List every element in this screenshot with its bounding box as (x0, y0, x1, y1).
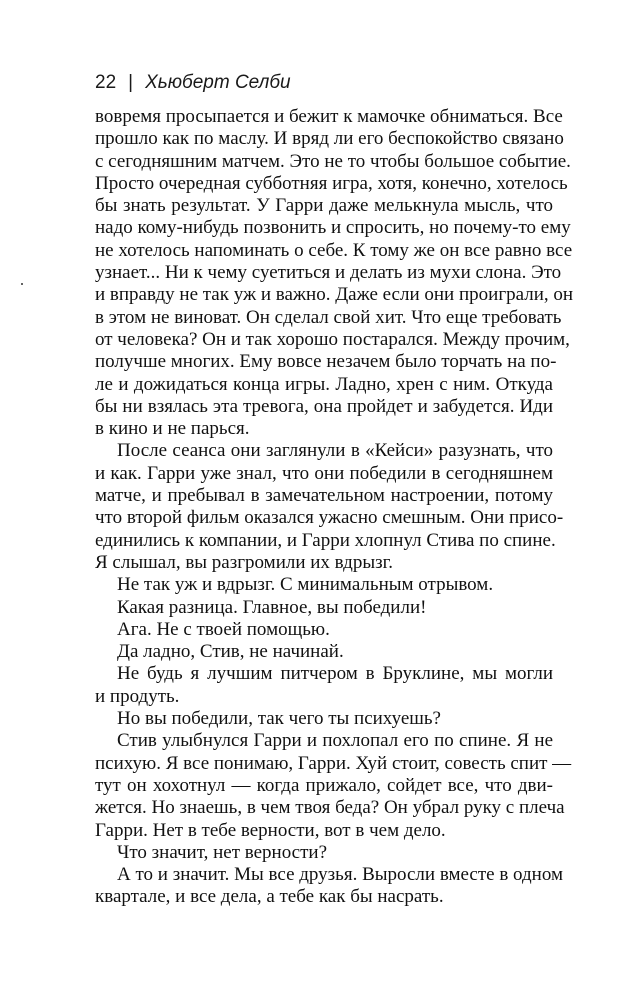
margin-dot (21, 283, 23, 285)
text-line: психую. Я все понимаю, Гарри. Хуй стоит, совесть спит — (95, 752, 572, 774)
text-line: Не будь я лучшим питчером в Бруклине, мы могли (117, 663, 553, 685)
text-line: Стив улыбнулся Гарри и похлопал его по спине. Я не (117, 730, 553, 752)
text-line: и продуть. (95, 685, 180, 707)
text-line: в этом не виноват. Он сделал свой хит. Что еще требовать (95, 306, 562, 328)
text-line: с сегодняшним матчем. Это не то чтобы большое событие. (95, 150, 571, 172)
text-line: прошло как по маслу. И вряд ли его беспокойство связано (95, 128, 564, 150)
author-name: Хьюберт Селби (145, 72, 291, 93)
body-text (95, 106, 574, 909)
text-line: в кино и не парься. (95, 418, 250, 440)
text-line: А то и значит. Мы все друзья. Выросли вместе в одном (117, 864, 563, 886)
text-line: тут он хохотнул — когда прижало, сойдет все, что дви- (95, 774, 553, 796)
text-line: узнает... Ни к чему суетиться и делать из мухи слона. Это (95, 262, 562, 284)
text-line: жется. Но знаешь, в чем твоя беда? Он убрал руку с плеча (95, 797, 565, 819)
text-line: ле и дожидаться конца игры. Ладно, хрен с ним. Откуда (95, 373, 553, 395)
text-line: Не так уж и вдрызг. С минимальным отрывом. (117, 574, 494, 596)
text-line: что второй фильм оказался ужасно смешным. Они присо- (95, 507, 564, 529)
text-line: не хотелось напоминать о себе. К тому же он все равно все (95, 239, 573, 261)
text-line: Да ладно, Стив, не начинай. (117, 641, 344, 663)
text-line: Какая разница. Главное, вы победили! (117, 596, 427, 618)
text-line: единились к компании, и Гарри хлопнул Стива по спине. (95, 529, 556, 551)
text-line: Ага. Не с твоей помощью. (117, 618, 330, 640)
text-line: и вправду не так уж и важно. Даже если они проиграли, он (95, 284, 574, 306)
text-line: вовремя просыпается и бежит к мамочке обниматься. Все (95, 106, 563, 127)
text-line: надо кому-нибудь позвонить и спросить, но почему-то ему (95, 217, 571, 239)
text-line: Но вы победили, так чего ты психуешь? (117, 708, 441, 730)
text-line: После сеанса они заглянули в «Кейси» разузнать, что (117, 440, 553, 462)
page-number: 22 (95, 72, 117, 93)
text-line: Просто очередная субботняя игра, хотя, конечно, хотелось (95, 172, 568, 194)
text-line: Что значит, нет верности? (117, 841, 328, 863)
text-line: Я слышал, вы разгромили их вдрызг. (95, 551, 394, 573)
text-line: от человека? Он и так хорошо постарался. Между прочим, (95, 328, 570, 350)
header-separator: | (128, 72, 134, 93)
text-line: Гарри. Нет в тебе верности, вот в чем дело. (95, 819, 446, 841)
text-line: получше многих. Ему вовсе незачем было торчать на по- (95, 351, 557, 373)
text-line: квартале, и все дела, а тебе как бы насрать. (95, 886, 444, 908)
text-line: бы ни взялась эта тревога, она пройдет и забудется. Иди (95, 395, 553, 417)
running-head (95, 72, 291, 100)
text-line: бы знать результат. У Гарри даже мелькнула мысль, что (95, 195, 553, 217)
text-line: матче, и пребывал в замечательном настроении, потому (95, 485, 553, 507)
text-line: и как. Гарри уже знал, что они победили в сегодняшнем (95, 462, 553, 484)
